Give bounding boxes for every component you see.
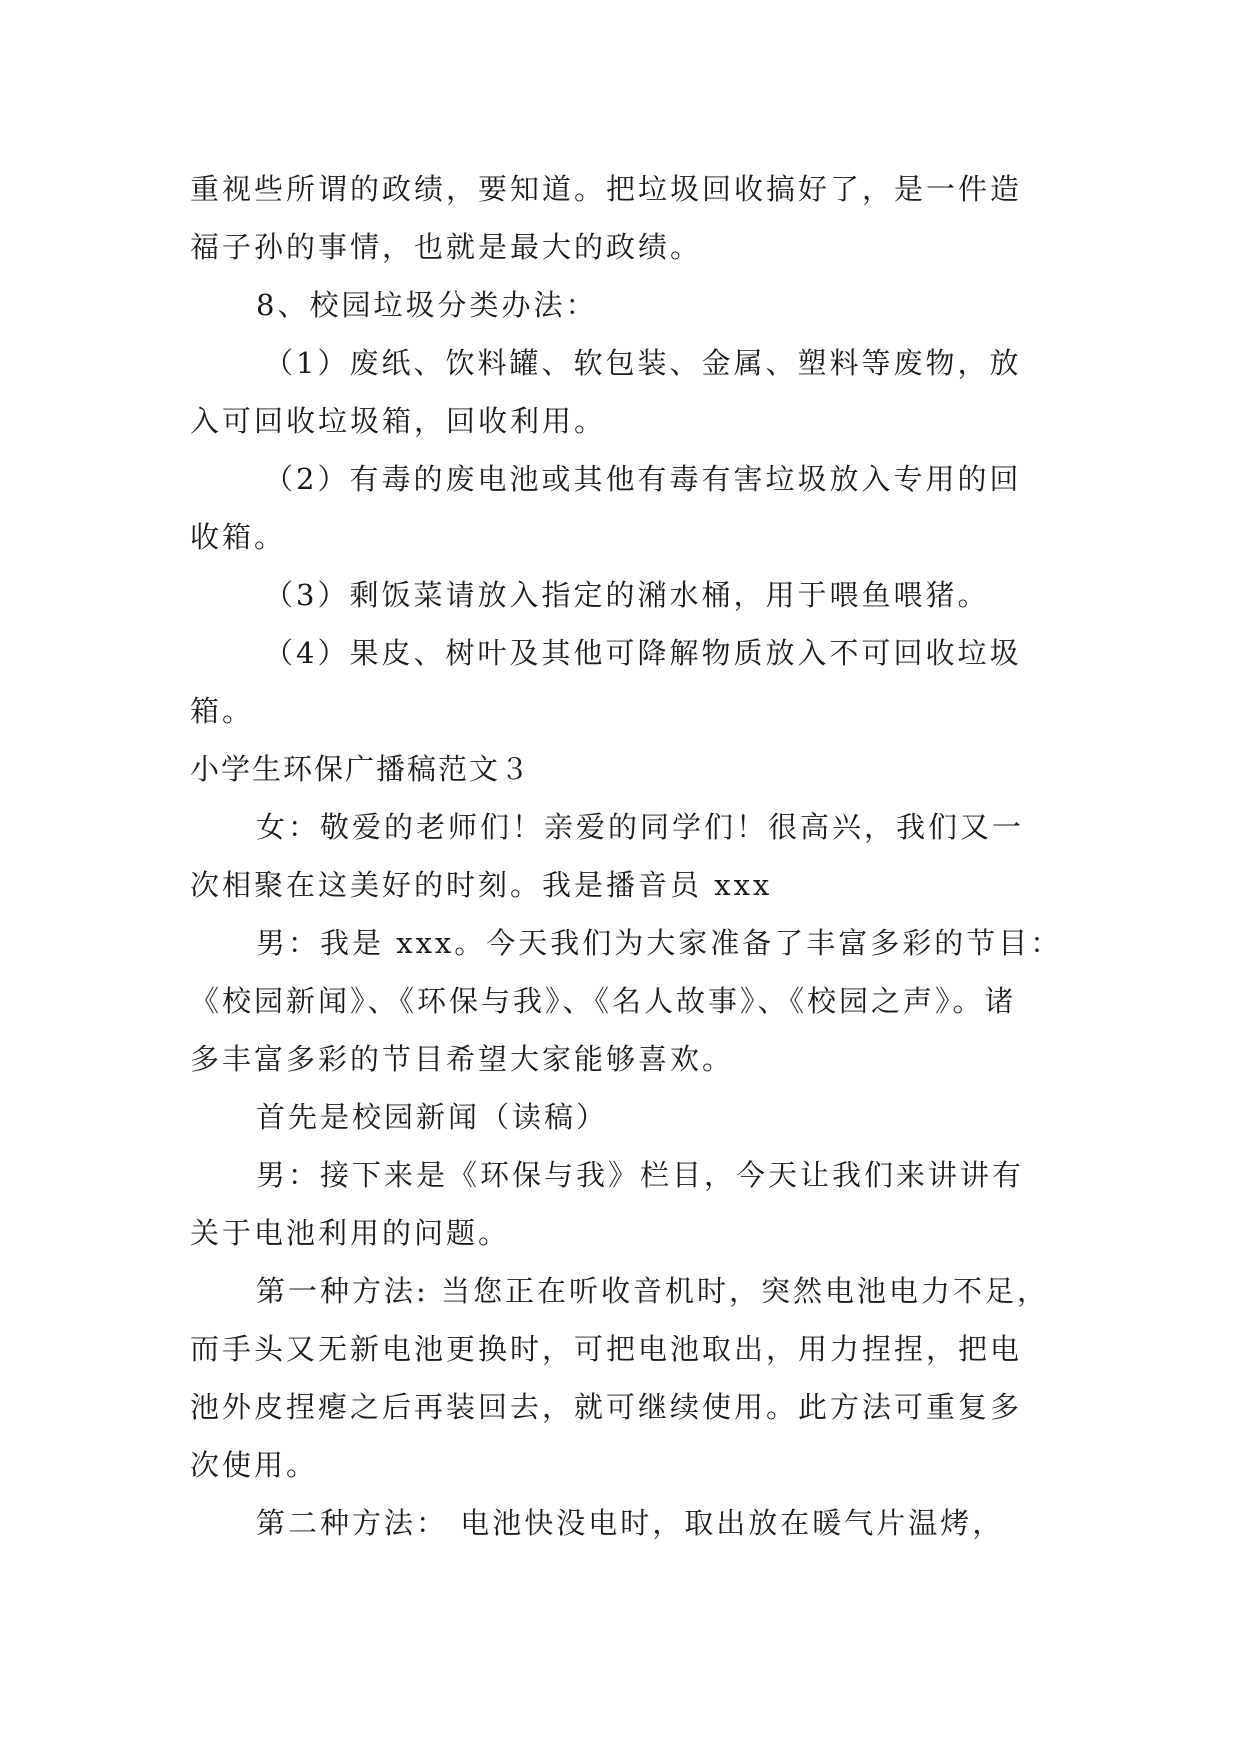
section-heading: 8、校园垃圾分类办法： xyxy=(256,288,598,322)
dialogue-line-continued: 次相聚在这美好的时刻。我是播音员 xxx xyxy=(190,868,773,902)
article-title: 小学生环保广播稿范文３ xyxy=(190,752,532,786)
list-item-1-continued: 入可回收垃圾箱，回收利用。 xyxy=(190,404,607,438)
method-paragraph: 第二种方法： 电池快没电时，取出放在暖气片温烤， xyxy=(256,1506,1005,1540)
list-item-1: （1）废纸、饮料罐、软包装、金属、塑料等废物，放 xyxy=(264,346,1022,380)
paragraph-line: 福子孙的事情，也就是最大的政绩。 xyxy=(190,230,703,264)
method-paragraph: 第一种方法: 当您正在听收音机时，突然电池电力不足， xyxy=(256,1274,1049,1308)
list-item-2-continued: 收箱。 xyxy=(190,520,287,554)
paragraph-line: 重视些所谓的政绩，要知道。把垃圾回收搞好了，是一件造 xyxy=(190,172,1023,206)
list-item-3: （3）剩饭菜请放入指定的潲水桶，用于喂鱼喂猪。 xyxy=(264,578,990,612)
list-item-4-continued: 箱。 xyxy=(190,694,255,728)
dialogue-line: 女：敬爱的老师们！亲爱的同学们！很高兴，我们又一 xyxy=(256,810,1025,844)
list-item-4: （4）果皮、树叶及其他可降解物质放入不可回收垃圾 xyxy=(264,636,1022,670)
method-paragraph-continued: 次使用。 xyxy=(190,1448,319,1482)
dialogue-line: 男：我是 xxx。今天我们为大家准备了丰富多彩的节目： xyxy=(256,926,1063,960)
method-paragraph-continued: 而手头又无新电池更换时，可把电池取出，用力捏捏，把电 xyxy=(190,1332,1023,1366)
dialogue-line-continued: 《校园新闻》、《环保与我》、《名人故事》、《校园之声》。诸 xyxy=(190,984,1017,1018)
method-paragraph-continued: 池外皮捏瘪之后再装回去，就可继续使用。此方法可重复多 xyxy=(190,1390,1023,1424)
document-body xyxy=(190,160,1080,1552)
paragraph-line: 首先是校园新闻（读稿） xyxy=(256,1100,609,1134)
dialogue-line-continued: 多丰富多彩的节目希望大家能够喜欢。 xyxy=(190,1042,735,1076)
dialogue-line: 男：接下来是《环保与我》栏目，今天让我们来讲讲有 xyxy=(256,1158,1025,1192)
dialogue-line-continued: 关于电池利用的问题。 xyxy=(190,1216,511,1250)
list-item-2: （2）有毒的废电池或其他有毒有害垃圾放入专用的回 xyxy=(264,462,1022,496)
